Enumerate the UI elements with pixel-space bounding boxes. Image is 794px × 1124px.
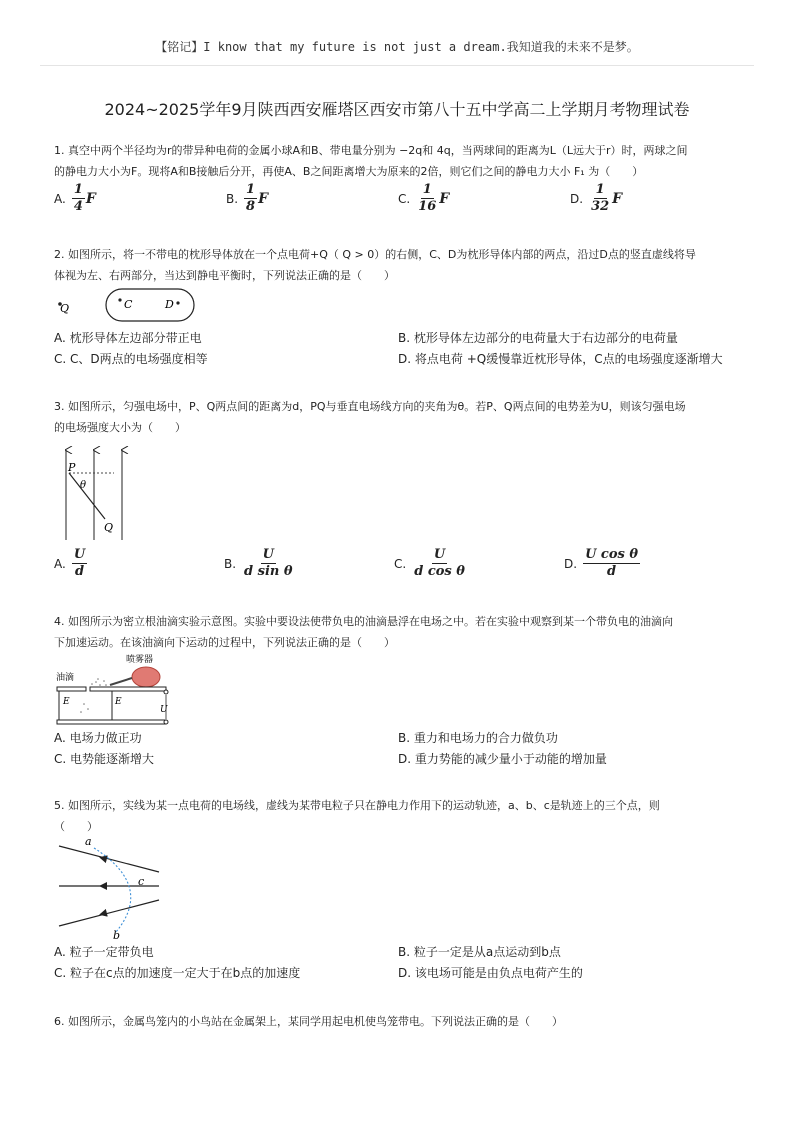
sprayer-bulb bbox=[132, 667, 160, 687]
question-5-option-b[interactable]: B. 粒子一定是从a点运动到b点 bbox=[398, 945, 561, 959]
field-e-label-left: E bbox=[63, 697, 70, 707]
charge-q-label: Q bbox=[60, 302, 70, 315]
voltage-u-label: U bbox=[160, 705, 168, 715]
header-divider bbox=[40, 65, 754, 66]
question-3-line-2: 的电场强度大小为（ ） bbox=[54, 421, 186, 434]
point-p-label: P bbox=[68, 461, 76, 474]
question-4-option-c[interactable]: C. 电势能逐渐增大 bbox=[54, 752, 155, 766]
question-4-line-2: 下加速运动。在该油滴向下运动的过程中，下列说法正确的是（ ） bbox=[54, 636, 395, 649]
question-4-option-a[interactable]: A. 电场力做正功 bbox=[54, 731, 142, 745]
upper-plate-right bbox=[90, 687, 166, 691]
field-line-bottom bbox=[59, 900, 159, 926]
field-e-label-right: E bbox=[115, 697, 122, 707]
question-3-option-a[interactable]: A. $\frac{U}{d}$ bbox=[54, 547, 86, 579]
question-3-line-1: 3. 如图所示，匀强电场中，P、Q两点间的距离为d，PQ与垂直电场线方向的夹角为θ。若P、Q两点间的电势差为U，则该匀强电场 bbox=[54, 400, 686, 413]
question-2-line-2: 体视为左、右两部分，当达到静电平衡时，下列说法正确的是（ ） bbox=[54, 269, 395, 282]
question-3-option-d[interactable]: D. $\frac{\text{U cos θ}}{d}$ bbox=[564, 547, 639, 579]
upper-plate-left bbox=[57, 687, 86, 691]
field-trajectory-figure bbox=[56, 836, 166, 942]
question-4-option-b[interactable]: B. 重力和电场力的合力做负功 bbox=[398, 731, 558, 745]
point-q-label: Q bbox=[104, 521, 114, 534]
question-2-option-a[interactable]: A. 枕形导体左边部分带正电 bbox=[54, 331, 202, 345]
question-2-line-1: 2. 如图所示，将一不带电的枕形导体放在一个点电荷+Q（ Q > 0）的右侧，C、D为枕形导体内部的两点，沿过D点的竖直虚线将导 bbox=[54, 248, 696, 261]
sprayer-nozzle bbox=[110, 678, 132, 685]
angle-theta-label: θ bbox=[80, 480, 87, 491]
particle-trajectory bbox=[94, 848, 131, 932]
question-4-option-d[interactable]: D. 重力势能的减少量小于动能的增加量 bbox=[398, 752, 607, 766]
segment-pq bbox=[69, 473, 105, 519]
question-5-option-d[interactable]: D. 该电场可能是由负点电荷产生的 bbox=[398, 966, 583, 980]
question-1-option-d[interactable]: D. $\frac{1}{32}$ F bbox=[570, 182, 623, 214]
oil-drop-label: 油滴 bbox=[56, 673, 75, 683]
page-title: 2024~2025学年9月陕西西安雁塔区西安市第八十五中学高二上学期月考物理试卷 bbox=[104, 100, 690, 119]
point-d-label: D bbox=[165, 298, 174, 311]
question-5-option-c[interactable]: C. 粒子在c点的加速度一定大于在b点的加速度 bbox=[54, 966, 301, 980]
question-3-option-c[interactable]: C. $\frac{U}{\text{d cos θ}}$ bbox=[394, 547, 465, 579]
point-d-dot bbox=[176, 301, 179, 304]
question-1-line-1: 1. 真空中两个半径均为r的带异种电荷的金属小球A和B、带电量分别为 −2q和 4q，当两球间的距离为L（L远大于r）时，两球之间 bbox=[54, 144, 688, 157]
millikan-oil-drop-figure bbox=[54, 652, 184, 727]
question-2-option-d[interactable]: D. 将点电荷 +Q缓慢靠近枕形导体，C点的电场强度逐渐增大 bbox=[398, 352, 723, 366]
oil-droplets bbox=[80, 678, 107, 713]
question-2-option-c[interactable]: C. C、D两点的电场强度相等 bbox=[54, 352, 208, 366]
point-a-label: a bbox=[85, 836, 92, 848]
question-1-option-b[interactable]: B. $\frac{1}{8}$ F bbox=[226, 182, 269, 214]
point-c-label: c bbox=[138, 875, 145, 888]
point-c-label: C bbox=[124, 298, 133, 311]
question-3-option-b[interactable]: B. $\frac{U}{\text{d sin θ}}$ bbox=[224, 547, 293, 579]
point-c-dot bbox=[118, 298, 121, 301]
pillow-conductor-figure bbox=[54, 286, 204, 326]
question-5-line-1: 5. 如图所示，实线为某一点电荷的电场线，虚线为某带电粒子只在静电力作用下的运动轨迹，a、b、c是轨迹上的三个点，则 bbox=[54, 799, 660, 812]
question-2-option-b[interactable]: B. 枕形导体左边部分的电荷量大于右边部分的电荷量 bbox=[398, 331, 678, 345]
point-b-label: b bbox=[113, 929, 121, 942]
terminal-bottom bbox=[164, 720, 168, 724]
sprayer-label: 喷雾器 bbox=[126, 655, 154, 665]
question-1-line-2: 的静电力大小为F。现将A和B接触后分开，再使A、B之间距离增大为原来的2倍，则它们之间的静电力大小 F₁ 为（ ） bbox=[54, 165, 644, 178]
question-1-option-c[interactable]: C. $\frac{1}{16}$ F bbox=[398, 182, 450, 214]
lower-plate bbox=[57, 720, 166, 724]
question-5-line-2: （ ） bbox=[54, 820, 98, 833]
terminal-top bbox=[164, 690, 168, 694]
page-header-motto: 【铭记】I know that my future is not just a dream.我知道我的未来不是梦。 bbox=[155, 40, 639, 54]
pillow-conductor bbox=[106, 289, 194, 321]
uniform-field-figure bbox=[56, 444, 136, 544]
question-4-line-1: 4. 如图所示为密立根油滴实验示意图。实验中要设法使带负电的油滴悬浮在电场之中。若在实验中观察到某一个带负电的油滴向 bbox=[54, 615, 673, 628]
question-5-option-a[interactable]: A. 粒子一定带负电 bbox=[54, 945, 154, 959]
field-line-top bbox=[59, 846, 159, 872]
question-6-line-1: 6. 如图所示，金属鸟笼内的小鸟站在金属架上，某同学用起电机使鸟笼带电。下列说法正确的是（ ） bbox=[54, 1015, 563, 1028]
question-1-option-a[interactable]: A. $\frac{1}{4}$ F bbox=[54, 182, 96, 214]
